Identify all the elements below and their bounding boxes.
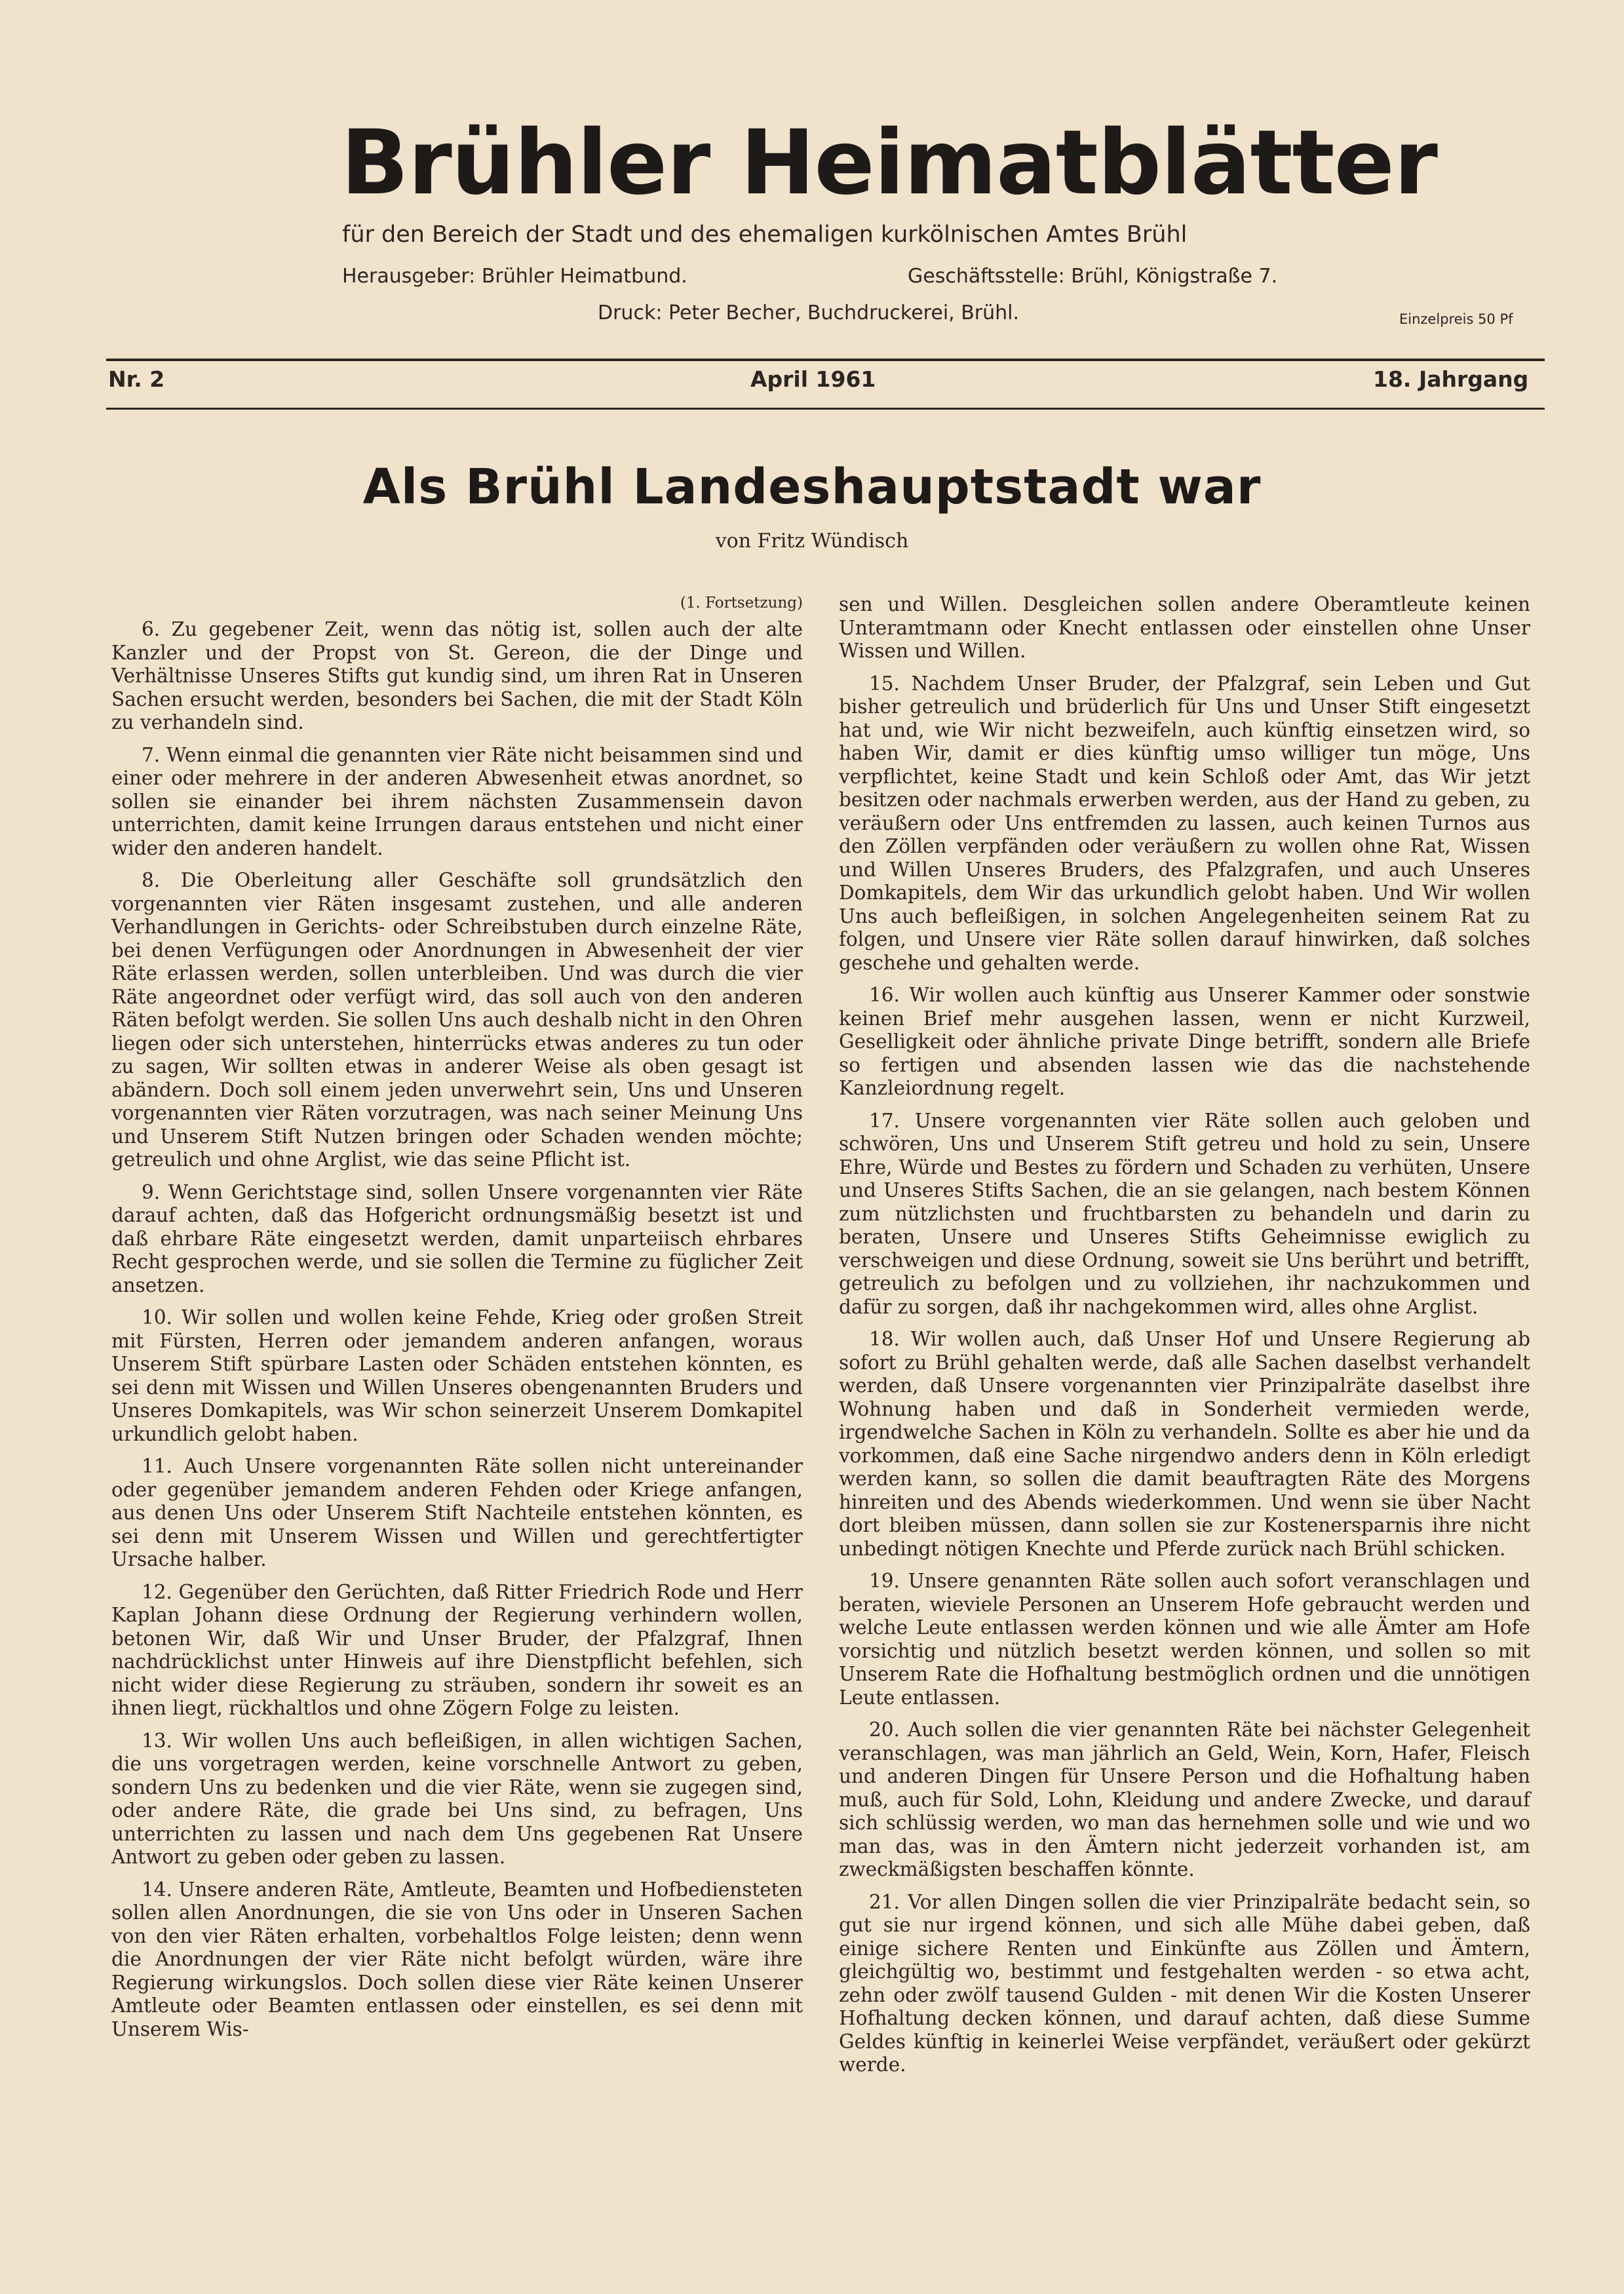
article-column-right xyxy=(839,593,1530,2086)
issue-number: Nr. 2 xyxy=(108,366,165,392)
article-column-left xyxy=(111,593,803,2050)
issue-bar-top-rule xyxy=(106,359,1545,361)
paragraph: 7. Wenn einmal die genannten vier Räte nicht beisammen sind und einer oder mehrere in der anderen Abwesenheit etwas anordnet, so sollen sie einander bei ihrem nächsten Zusammensein davon unterrichten, damit keine Irrungen daraus entstehen und nicht einer wider den anderen handelt. xyxy=(111,743,803,859)
issue-volume: 18. Jahrgang xyxy=(1373,366,1529,392)
masthead-office: Geschäftsstelle: Brühl, Königstraße 7. xyxy=(908,265,1278,288)
paragraph: 19. Unsere genannten Räte sollen auch sofort veranschlagen und beraten, wieviele Personen an Unserem Hofe gebraucht werden und welche Leute entlassen werden können und wie alle Ämter am Hofe vorsichtig und nützlich besetzt werden können, und sollen so mit Unserem Rate die Hofhaltung bestmöglich ordnen und die unnötigen Leute entlassen. xyxy=(839,1570,1530,1709)
article-title: Als Brühl Landeshauptstadt war xyxy=(362,459,1262,515)
paragraph: 20. Auch sollen die vier genannten Räte bei nächster Gelegenheit veranschlagen, was man jährlich an Geld, Wein, Korn, Hafer, Fleisch und anderen Dingen für Unsere Person und die Hofhaltung haben muß, auch für Sold, Lohn, Kleidung und andere Zwecke, und darauf sich schlüssig werden, wo man das hernehmen solle und wie und wo man das, was in den Ämtern nicht jederzeit vorhanden ist, am zweckmäßigsten beschaffen könnte. xyxy=(839,1719,1530,1880)
masthead-title: Brühler Heimatblätter xyxy=(341,111,1437,215)
continuation-note: (1. Fortsetzung) xyxy=(680,594,803,612)
article-byline: von Fritz Wündisch xyxy=(715,530,909,553)
paragraph-continued: sen und Willen. Desgleichen sollen andere Oberamtleute keinen Unteramtmann oder Knecht entlassen oder einstellen ohne Unser Wissen und Willen. xyxy=(839,593,1530,662)
paragraph: 17. Unsere vorgenannten vier Räte sollen auch geloben und schwören, Uns und Unserem Stift getreu und hold zu sein, Unsere Ehre, Würde und Bestes zu fördern und Schaden zu verhüten, Unsere und Unseres Stifts Sachen, die an sie gelangen, nach bestem Können zum nützlichsten und fruchtbarsten zu behandeln und darin zu beraten, Unsere und Unseres Stifts Geheimnisse ewiglich zu verschweigen und diese Ordnung, soweit sie Uns berührt und betrifft, getreulich zu befolgen und zu vollziehen, ihr nachzukommen und dafür zu sorgen, daß ihr nachgekommen wird, alles ohne Arglist. xyxy=(839,1109,1530,1318)
issue-bar-bottom-rule xyxy=(106,408,1545,410)
issue-date: April 1961 xyxy=(750,366,876,392)
paragraph: 13. Wir wollen Uns auch befleißigen, in allen wichtigen Sachen, die uns vorgetragen werden, keine vorschnelle Antwort zu geben, sondern Uns zu bedenken und die vier Räte, wenn sie zugegen sind, oder andere Räte, die grade bei Uns sind, zu befragen, Uns unterrichten zu lassen und nach dem Uns gegebenen Rat Unsere Antwort zu geben oder geben zu lassen. xyxy=(111,1729,803,1868)
masthead-printer: Druck: Peter Becher, Buchdruckerei, Brühl. xyxy=(598,301,1020,324)
paragraph: 15. Nachdem Unser Bruder, der Pfalzgraf, sein Leben und Gut bisher getreulich und brüderlich für Uns und Unser Stift eingesetzt hat und, wie Wir nicht bezweifeln, auch künftig einsetzen wird, so haben Wir, damit er dies künftig umso williger tun möge, Uns verpflichtet, keine Stadt und kein Schloß oder Amt, das Wir jetzt besitzen oder nachmals erwerben werden, aus der Hand zu geben, zu veräußern oder Uns entfremden zu lassen, auch keinen Turnos aus den Zöllen verpfänden oder veräußern zu wollen ohne Rat, Wissen und Willen Unseres Bruders, des Pfalzgrafen, und auch Unseres Domkapitels, dem Wir das urkundlich gelobt haben. Und Wir wollen Uns auch befleißigen, in solchen Angelegenheiten seinem Rat zu folgen, und Unsere vier Räte sollen darauf hinwirken, daß solches geschehe und gehalten werde. xyxy=(839,672,1530,974)
masthead-subtitle: für den Bereich der Stadt und des ehemaligen kurkölnischen Amtes Brühl xyxy=(342,222,1188,248)
paragraph: 8. Die Oberleitung aller Geschäfte soll grundsätzlich den vorgenannten vier Räten insgesamt zustehen, und alle anderen Verhandlungen in Gerichts- oder Schreibstuben durch einzelne Räte, bei denen Verfügungen oder Anordnungen in Abwesenheit der vier Räte erlassen werden, sollen unterbleiben. Und was durch die vier Räte angeordnet oder verfügt wird, das soll auch von den anderen Räten befolgt werden. Sie sollen Uns auch deshalb nicht in den Ohren liegen oder sich unterstehen, hinterrücks etwas anderes zu tun oder zu sagen, Wir sollten etwas in anderer Weise als oben gesagt ist abändern. Doch soll einem jeden unverwehrt sein, Uns und Unseren vorgenannten vier Räten vorzutragen, was nach seiner Meinung Uns und Unserem Stift Nutzen bringen oder Schaden wenden möchte; getreulich und ohne Arglist, wie das seine Pflicht ist. xyxy=(111,869,803,1171)
paragraph: 16. Wir wollen auch künftig aus Unserer Kammer oder sonstwie keinen Brief mehr ausgehen lassen, wenn er nicht Kurzweil, Geselligkeit oder ähnliche private Dinge betrifft, sondern alle Briefe so fertigen und absenden lassen wie das die nachstehende Kanzleiordnung regelt. xyxy=(839,984,1530,1099)
masthead-publisher: Herausgeber: Brühler Heimatbund. xyxy=(342,265,687,288)
paragraph: 6. Zu gegebener Zeit, wenn das nötig ist, sollen auch der alte Kanzler und der Propst von St. Gereon, die der Dinge und Verhältnisse Unseres Stifts gut kundig sind, um ihren Rat in Unseren Sachen ersucht werden, besonders bei Sachen, die mit der Stadt Köln zu verhandeln sind. xyxy=(111,618,803,733)
paragraph: 18. Wir wollen auch, daß Unser Hof und Unsere Regierung ab sofort zu Brühl gehalten werde, daß alle Sachen daselbst verhandelt werden, daß Unsere vorgenannten vier Prinzipalräte daselbst ihre Wohnung haben und daß in Sonderheit vermieden werde, irgendwelche Sachen in Köln zu verhandeln. Sollte es aber hie und da vorkommen, daß eine Sache nirgendwo anders denn in Köln erledigt werden kann, so sollen die damit beauftragten Räte des Morgens hinreiten und des Abends wiederkommen. Und wenn sie über Nacht dort bleiben müssen, dann sollen sie zur Kostenersparnis ihre nicht unbedingt nötigen Knechte und Pferde zurück nach Brühl schicken. xyxy=(839,1328,1530,1560)
paragraph: 10. Wir sollen und wollen keine Fehde, Krieg oder großen Streit mit Fürsten, Herren oder jemandem anderen anfangen, woraus Unserem Stift spürbare Lasten oder Schäden entstehen könnten, es sei denn mit Wissen und Willen Unseres obengenannten Bruders und Unseres Domkapitels, was Wir schon seinerzeit Unserem Domkapitel urkundlich gelobt haben. xyxy=(111,1306,803,1445)
paragraph: 21. Vor allen Dingen sollen die vier Prinzipalräte bedacht sein, so gut sie nur irgend können, und sich alle Mühe dabei geben, daß einige sichere Renten und Einkünfte aus Zöllen und Ämtern, gleichgültig wo, bestimmt und festgehalten werden - so etwa acht, zehn oder zwölf tausend Gulden - mit denen Wir die Kosten Unserer Hofhaltung decken können, und darauf achten, daß diese Summe Geldes künftig in keinerlei Weise verpfändet, veräußert oder gekürzt werde. xyxy=(839,1890,1530,2076)
masthead-price: Einzelpreis 50 Pf xyxy=(1399,311,1513,327)
paragraph: 9. Wenn Gerichtstage sind, sollen Unsere vorgenannten vier Räte darauf achten, daß das Hofgericht ordnungsmäßig besetzt ist und daß ehrbare Räte eingesetzt werden, damit unparteiisch ehrbares Recht gesprochen werde, und sie sollen die Termine zu füglicher Zeit ansetzen. xyxy=(111,1180,803,1296)
paragraph: 11. Auch Unsere vorgenannten Räte sollen nicht untereinander oder gegenüber jemandem anderen Fehden oder Kriege anfangen, aus denen Uns oder Unserem Stift Nachteile entstehen könnten, es sei denn mit Unserem Wissen und Willen und gerechtfertigter Ursache halber. xyxy=(111,1455,803,1570)
paragraph: 14. Unsere anderen Räte, Amtleute, Beamten und Hofbediensteten sollen allen Anordnungen, die sie von Uns oder in Unseren Sachen von den vier Räten erhalten, vorbehaltlos Folge leisten; denn wenn die Anordnungen der vier Räte nicht befolgt würden, wäre ihre Regierung wirkungslos. Doch sollen diese vier Räte keinen Unserer Amtleute oder Beamten entlassen oder einstellen, es sei denn mit Unserem Wis- xyxy=(111,1878,803,2040)
paragraph: 12. Gegenüber den Gerüchten, daß Ritter Friedrich Rode und Herr Kaplan Johann diese Ordnung der Regierung verhindern wollen, betonen Wir, daß Wir und Unser Bruder, der Pfalzgraf, Ihnen nachdrücklichst unter Hinweis auf ihre Dienstpflicht befehlen, sich nicht wider diese Regierung zu sträuben, sondern ihr soweit es an ihnen liegt, rückhaltlos und ohne Zögern Folge zu leisten. xyxy=(111,1580,803,1719)
